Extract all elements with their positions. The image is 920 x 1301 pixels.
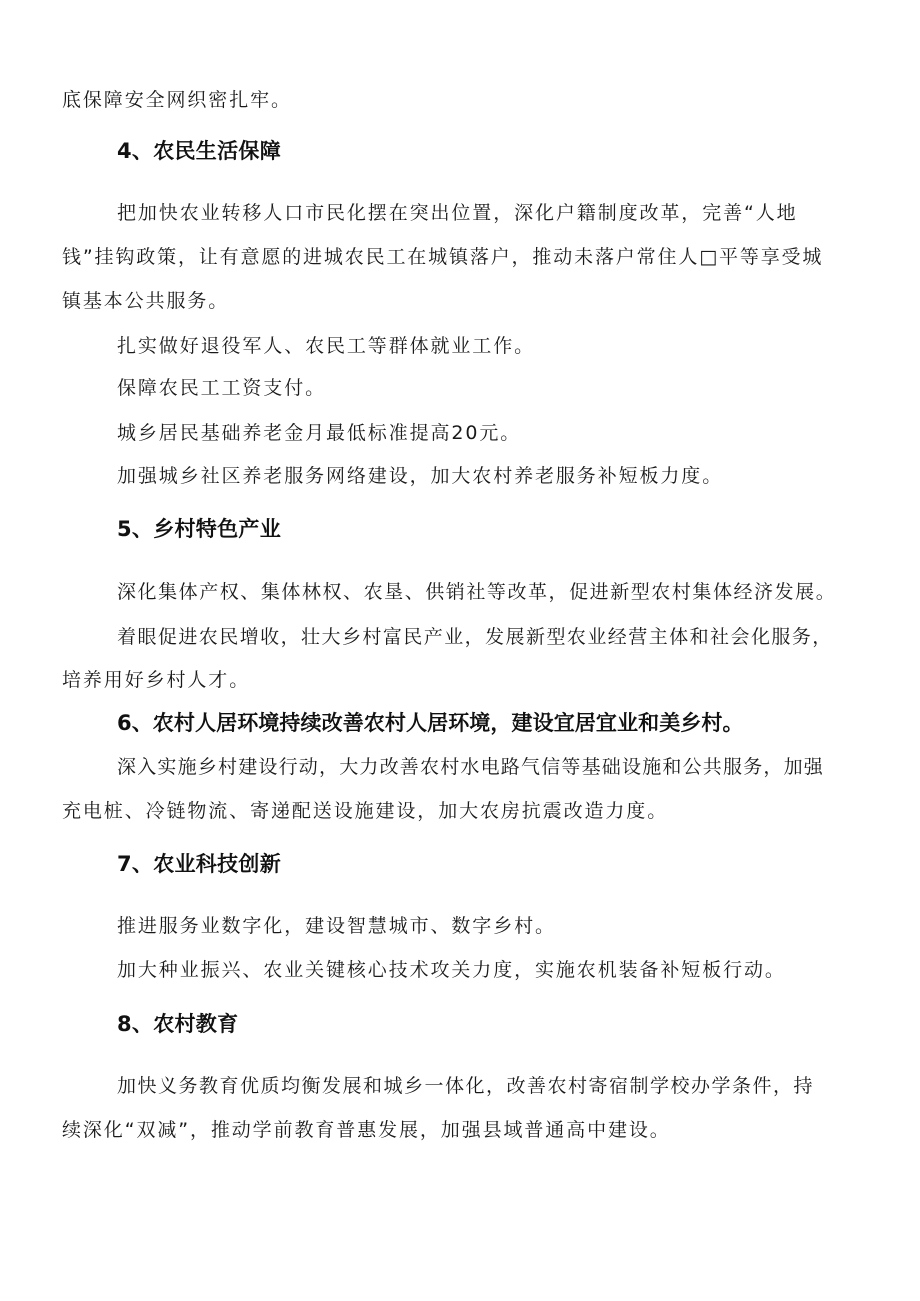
section-heading: 5、乡村特色产业	[117, 517, 282, 541]
paragraph-line: 底保障安全网织密扎牢。	[62, 89, 292, 111]
paragraph-line: 把加快农业转移人口市民化摆在突出位置，深化户籍制度改革，完善“人地	[117, 202, 798, 224]
paragraph-line: 城乡居民基础养老金月最低标准提高20元。	[117, 422, 522, 444]
paragraph-line: 推进服务业数字化，建设智慧城市、数字乡村。	[117, 915, 556, 937]
paragraph-line: 深入实施乡村建设行动，大力改善农村水电路气信等基础设施和公共服务，加强	[117, 756, 825, 778]
paragraph-line: 加强城乡社区养老服务网络建设，加大农村养老服务补短板力度。	[117, 465, 724, 487]
paragraph-line: 扎实做好退役军人、农民工等群体就业工作。	[117, 335, 536, 357]
paragraph-line: 续深化“双减”，推动学前教育普惠发展，加强县域普通高中建设。	[62, 1119, 671, 1141]
paragraph-line: 着眼促进农民增收，壮大乡村富民产业，发展新型农业经营主体和社会化服务，	[117, 626, 833, 648]
paragraph-line: 培养用好乡村人才。	[62, 669, 251, 691]
section-heading: 6、农村人居环境持续改善农村人居环境，建设宜居宜业和美乡村。	[117, 711, 744, 735]
paragraph-line: 加快义务教育优质均衡发展和城乡一体化，改善农村寄宿制学校办学条件，持	[117, 1075, 815, 1097]
paragraph-line: 镇基本公共服务。	[62, 290, 230, 312]
paragraph-line: 保障农民工工资支付。	[117, 377, 327, 399]
paragraph-line: 深化集体产权、集体林权、农垦、供销社等改革，促进新型农村集体经济发展。	[117, 581, 837, 603]
paragraph-line: 充电桩、冷链物流、寄递配送设施建设，加大农房抗震改造力度。	[62, 800, 669, 822]
section-heading: 8、农村教育	[117, 1012, 239, 1036]
section-heading: 7、农业科技创新	[117, 852, 282, 876]
paragraph-line: 加大种业振兴、农业关键核心技术攻关力度，实施农机装备补短板行动。	[117, 959, 786, 981]
paragraph-line: 钱”挂钩政策，让有意愿的进城农民工在城镇落户，推动未落户常住人□平等享受城	[62, 246, 824, 268]
section-heading: 4、农民生活保障	[117, 139, 282, 163]
